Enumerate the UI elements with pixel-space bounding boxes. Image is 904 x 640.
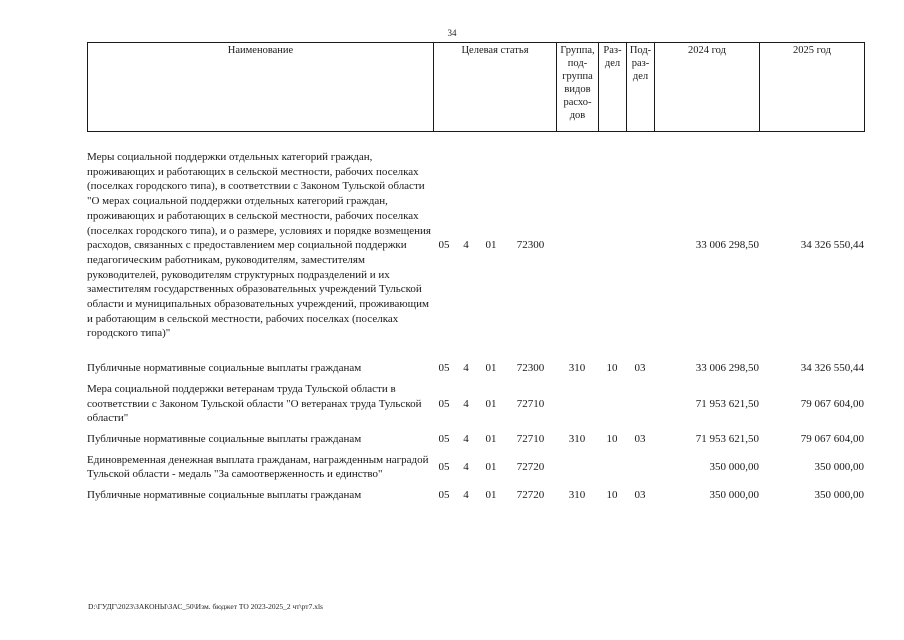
row-ts4: 72720 — [516, 489, 545, 502]
row-2025: 350 000,00 — [814, 489, 864, 502]
row-section — [598, 150, 626, 341]
row-subsection — [626, 453, 654, 482]
row-ts1: 05 — [438, 489, 450, 502]
table-row — [87, 488, 864, 503]
row-ts4: 72710 — [516, 432, 545, 445]
row-section — [598, 453, 626, 482]
row-group — [556, 150, 598, 341]
row-ts2: 4 — [463, 239, 469, 252]
row-name: Меры социальной поддержки отдельных категорий граждан, проживающих и работающих в сельской местности, рабочих поселках (поселках городского типа), в соответствии с Законом Тульской области "О мерах социальной поддержки отдельных категорий граждан, проживающих и работающих в сельской местности, рабочих поселках (поселках городского типа), и о размере, условиях и порядке возмещения расходов, связанных с предоставлением мер социальной поддержки педагогическим работникам, руководителям, заместителям руководителей, руководителям структурных подразделений и их заместителям государственных образовательных учреждений Тульской области и муниципальных образовательных учреждений, проживающим и работающим в сельской местности, рабочих поселках (поселках городского типа)" — [87, 151, 431, 340]
header-name: Наименование — [88, 43, 434, 132]
table-row — [87, 361, 864, 376]
header-section — [599, 43, 627, 132]
header-year-2024: 2024 год — [655, 43, 760, 132]
page-number: 34 — [447, 28, 457, 38]
row-ts2: 4 — [463, 432, 469, 445]
row-group: 310 — [568, 489, 586, 502]
row-2024: 71 953 621,50 — [695, 432, 759, 445]
row-2024: 33 006 298,50 — [695, 239, 759, 252]
table-row — [87, 432, 864, 447]
row-2025: 34 326 550,44 — [800, 362, 864, 375]
row-group — [556, 453, 598, 482]
row-ts3: 01 — [485, 239, 497, 252]
row-ts1: 05 — [438, 239, 450, 252]
row-subsection: 03 — [634, 489, 646, 502]
row-group: 310 — [568, 362, 586, 375]
row-name: Публичные нормативные социальные выплаты гражданам — [87, 362, 362, 375]
row-subsection — [626, 382, 654, 426]
row-ts3: 01 — [485, 432, 497, 445]
row-2024: 350 000,00 — [709, 489, 759, 502]
row-ts3: 01 — [485, 489, 497, 502]
row-ts3: 01 — [485, 397, 497, 410]
row-ts4: 72710 — [516, 397, 545, 410]
row-ts2: 4 — [463, 397, 469, 410]
row-ts4: 72300 — [516, 362, 545, 375]
row-ts2: 4 — [463, 489, 469, 502]
row-2025: 79 067 604,00 — [800, 432, 864, 445]
header-group — [557, 43, 599, 132]
row-2025: 34 326 550,44 — [800, 239, 864, 252]
row-ts4: 72300 — [516, 239, 545, 252]
row-ts1: 05 — [438, 362, 450, 375]
row-section: 10 — [606, 362, 618, 375]
table-row — [87, 382, 864, 426]
row-ts1: 05 — [438, 461, 450, 473]
row-section: 10 — [606, 489, 618, 502]
row-2024: 350 000,00 — [709, 461, 759, 473]
row-2025: 79 067 604,00 — [800, 397, 864, 410]
row-name: Публичные нормативные социальные выплаты гражданам — [87, 489, 362, 502]
row-section: 10 — [606, 432, 618, 445]
row-subsection: 03 — [634, 362, 646, 375]
table-row — [87, 453, 864, 482]
table-header — [87, 42, 865, 132]
header-subsection — [627, 43, 655, 132]
row-group: 310 — [568, 432, 586, 445]
header-section-text: Раз-дел — [603, 45, 622, 69]
row-2024: 33 006 298,50 — [695, 362, 759, 375]
header-target-article: Целевая статья — [434, 43, 557, 132]
row-subsection — [626, 150, 654, 341]
row-ts3: 01 — [485, 362, 497, 375]
header-subsection-text: Под-раз-дел — [629, 45, 652, 82]
row-ts3: 01 — [485, 461, 497, 473]
row-ts1: 05 — [438, 397, 450, 410]
row-name: Мера социальной поддержки ветеранам труда Тульской области в соответствии с Законом Тульской области "О ветеранах труда Тульской области" — [87, 382, 422, 425]
row-ts2: 4 — [463, 362, 469, 375]
row-ts2: 4 — [463, 461, 469, 473]
row-section — [598, 382, 626, 426]
row-group — [556, 382, 598, 426]
row-2025: 350 000,00 — [814, 461, 864, 473]
row-name: Публичные нормативные социальные выплаты гражданам — [87, 432, 362, 445]
header-year-2025: 2025 год — [760, 43, 865, 132]
table-row — [87, 150, 864, 341]
row-2024: 71 953 621,50 — [695, 397, 759, 410]
row-ts4: 72720 — [516, 461, 545, 473]
table-body — [87, 150, 864, 503]
row-subsection: 03 — [634, 432, 646, 445]
file-path-footer: D:\ГУДГ\2023\ЗАКОНЫ\ЗАС_50\Изм. бюджет ТО 2023-2025_2 чт\рт7.xls — [88, 602, 323, 611]
header-group-text: Группа, под-группа видов расхо-дов — [560, 45, 595, 121]
row-ts1: 05 — [438, 432, 450, 445]
row-name: Единовременная денежная выплата гражданам, награжденным наградой Тульской области - медаль "За самоотверженность и единство" — [87, 453, 429, 481]
